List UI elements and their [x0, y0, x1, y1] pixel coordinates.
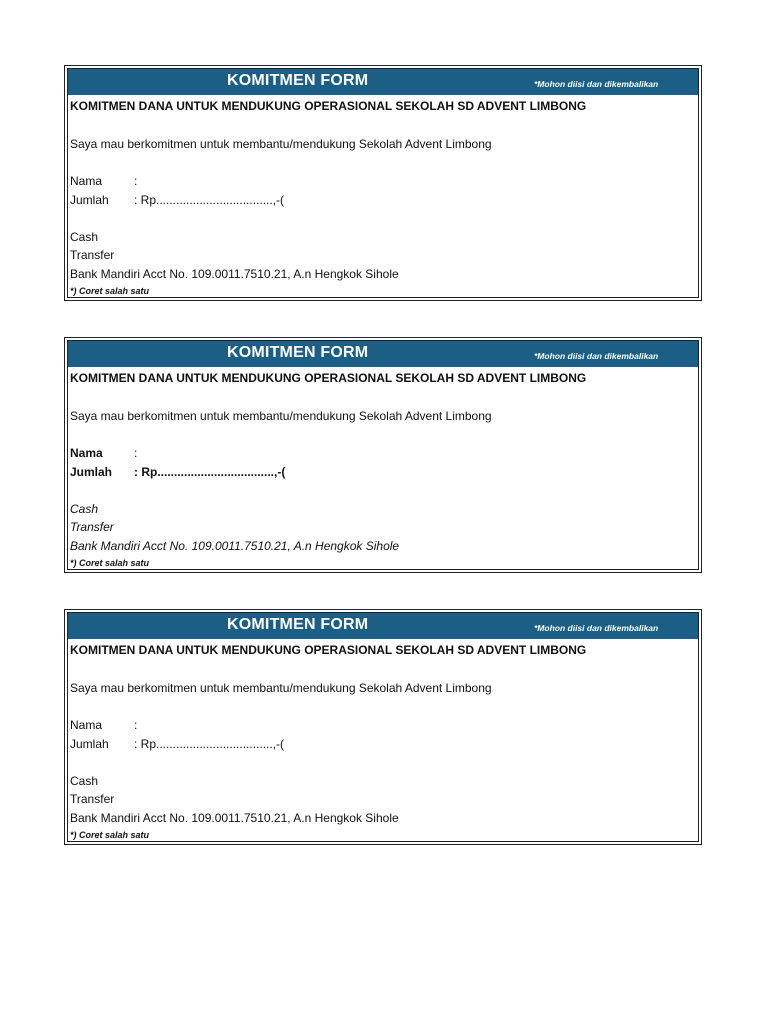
form-header-bar	[68, 613, 698, 639]
commitment-form-1	[64, 65, 702, 301]
jumlah-field[interactable]: : Rp...................................,-(	[134, 465, 286, 479]
form-header-bar	[68, 69, 698, 95]
form-title: KOMITMEN FORM	[227, 72, 369, 89]
jumlah-label: Jumlah	[70, 465, 113, 479]
commitment-form-2	[64, 337, 702, 573]
form-subtitle: KOMITMEN DANA UNTUK MENDUKUNG OPERASIONAL SEKOLAH SD ADVENT LIMBONG	[70, 643, 587, 657]
form-header-bar	[68, 341, 698, 367]
option-transfer: Transfer	[70, 248, 115, 262]
jumlah-field[interactable]: : Rp...................................,-(	[134, 737, 285, 751]
form-intro-text: Saya mau berkomitmen untuk membantu/mendukung Sekolah Advent Limbong	[70, 681, 492, 695]
form-note: *Mohon diisi dan dikembalikan	[534, 79, 659, 89]
form-inner-border	[67, 612, 699, 842]
option-transfer: Transfer	[70, 520, 114, 534]
form-subtitle: KOMITMEN DANA UNTUK MENDUKUNG OPERASIONAL SEKOLAH SD ADVENT LIMBONG	[70, 371, 587, 385]
option-transfer: Transfer	[70, 792, 115, 806]
nama-field[interactable]: :	[134, 446, 138, 460]
footnote: *) Coret salah satu	[70, 286, 150, 296]
option-cash: Cash	[70, 774, 99, 788]
form-title: KOMITMEN FORM	[227, 616, 369, 633]
nama-label: Nama	[70, 446, 103, 460]
form-subtitle: KOMITMEN DANA UNTUK MENDUKUNG OPERASIONAL SEKOLAH SD ADVENT LIMBONG	[70, 99, 587, 113]
nama-label: Nama	[70, 718, 103, 732]
form-inner-border	[67, 340, 699, 570]
commitment-form-3	[64, 609, 702, 845]
form-intro-text: Saya mau berkomitmen untuk membantu/mendukung Sekolah Advent Limbong	[70, 409, 492, 423]
footnote: *) Coret salah satu	[70, 558, 150, 568]
form-note: *Mohon diisi dan dikembalikan	[534, 623, 659, 633]
option-cash: Cash	[70, 502, 99, 516]
form-note: *Mohon diisi dan dikembalikan	[534, 351, 659, 361]
nama-label: Nama	[70, 174, 103, 188]
form-inner-border	[67, 68, 699, 298]
bank-account-info: Bank Mandiri Acct No. 109.0011.7510.21, A.n Hengkok Sihole	[70, 539, 400, 553]
form-intro-text: Saya mau berkomitmen untuk membantu/mendukung Sekolah Advent Limbong	[70, 137, 492, 151]
footnote: *) Coret salah satu	[70, 830, 150, 840]
jumlah-field[interactable]: : Rp...................................,-(	[134, 193, 285, 207]
jumlah-label: Jumlah	[70, 737, 109, 751]
option-cash: Cash	[70, 230, 99, 244]
bank-account-info: Bank Mandiri Acct No. 109.0011.7510.21, A.n Hengkok Sihole	[70, 811, 399, 825]
jumlah-label: Jumlah	[70, 193, 109, 207]
form-title: KOMITMEN FORM	[227, 344, 369, 361]
bank-account-info: Bank Mandiri Acct No. 109.0011.7510.21, A.n Hengkok Sihole	[70, 267, 399, 281]
nama-field[interactable]: :	[134, 718, 138, 732]
nama-field[interactable]: :	[134, 174, 138, 188]
